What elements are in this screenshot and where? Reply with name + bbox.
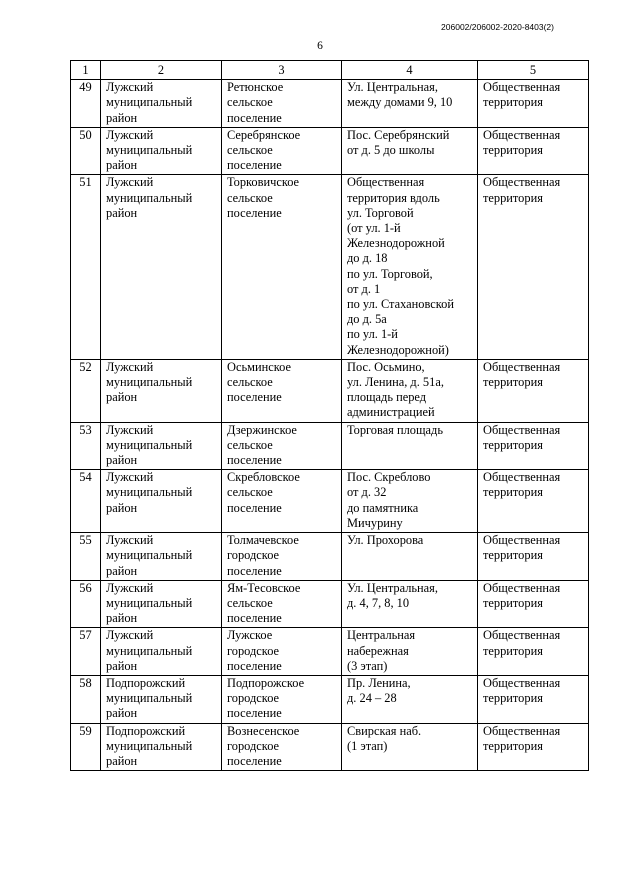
address-cell: Пос. Осьмино, ул. Ленина, д. 51а, площадь перед администрацией <box>342 359 478 422</box>
settlement-cell: Дзержинское сельское поселение <box>222 422 342 470</box>
row-number: 51 <box>71 175 101 359</box>
table-header-row <box>71 61 589 80</box>
address-cell: Свирская наб. (1 этап) <box>342 723 478 771</box>
territory-type-cell: Общественная территория <box>478 628 589 676</box>
territory-type-cell: Общественная территория <box>478 422 589 470</box>
row-number: 50 <box>71 127 101 175</box>
settlement-cell: Вознесенское городское поселение <box>222 723 342 771</box>
document-id: 206002/206002-2020-8403(2) <box>441 22 554 32</box>
district-cell: Лужский муниципальный район <box>101 470 222 533</box>
settlement-cell: Серебрянское сельское поселение <box>222 127 342 175</box>
address-cell: Пос. Скреблово от д. 32 до памятника Мичурину <box>342 470 478 533</box>
territory-type-cell: Общественная территория <box>478 580 589 628</box>
table-row <box>71 175 589 359</box>
column-header-1: 1 <box>71 61 101 80</box>
table-row <box>71 628 589 676</box>
territory-type-cell: Общественная территория <box>478 127 589 175</box>
table-row <box>71 533 589 581</box>
row-number: 56 <box>71 580 101 628</box>
district-cell: Подпорожский муниципальный район <box>101 675 222 723</box>
row-number: 58 <box>71 675 101 723</box>
address-cell: Пр. Ленина, д. 24 – 28 <box>342 675 478 723</box>
district-cell: Лужский муниципальный район <box>101 628 222 676</box>
column-header-3: 3 <box>222 61 342 80</box>
territory-type-cell: Общественная территория <box>478 675 589 723</box>
settlement-cell: Осьминское сельское поселение <box>222 359 342 422</box>
district-cell: Лужский муниципальный район <box>101 127 222 175</box>
district-cell: Подпорожский муниципальный район <box>101 723 222 771</box>
district-cell: Лужский муниципальный район <box>101 422 222 470</box>
address-cell: Ул. Прохорова <box>342 533 478 581</box>
column-header-4: 4 <box>342 61 478 80</box>
table-row <box>71 422 589 470</box>
table-row <box>71 723 589 771</box>
district-cell: Лужский муниципальный район <box>101 80 222 128</box>
row-number: 57 <box>71 628 101 676</box>
table-row <box>71 359 589 422</box>
territory-type-cell: Общественная территория <box>478 470 589 533</box>
territories-table <box>70 60 589 771</box>
row-number: 52 <box>71 359 101 422</box>
table-row <box>71 127 589 175</box>
row-number: 55 <box>71 533 101 581</box>
page-number: 6 <box>317 40 323 52</box>
row-number: 59 <box>71 723 101 771</box>
column-header-5: 5 <box>478 61 589 80</box>
district-cell: Лужский муниципальный район <box>101 359 222 422</box>
table-row <box>71 675 589 723</box>
settlement-cell: Лужское городское поселение <box>222 628 342 676</box>
table-row <box>71 580 589 628</box>
territory-type-cell: Общественная территория <box>478 723 589 771</box>
address-cell: Ул. Центральная, д. 4, 7, 8, 10 <box>342 580 478 628</box>
settlement-cell: Скребловское сельское поселение <box>222 470 342 533</box>
settlement-cell: Подпорожское городское поселение <box>222 675 342 723</box>
address-cell: Центральная набережная (3 этап) <box>342 628 478 676</box>
settlement-cell: Ям-Тесовское сельское поселение <box>222 580 342 628</box>
address-cell: Ул. Центральная, между домами 9, 10 <box>342 80 478 128</box>
district-cell: Лужский муниципальный район <box>101 533 222 581</box>
district-cell: Лужский муниципальный район <box>101 580 222 628</box>
district-cell: Лужский муниципальный район <box>101 175 222 359</box>
address-cell: Пос. Серебрянский от д. 5 до школы <box>342 127 478 175</box>
address-cell: Торговая площадь <box>342 422 478 470</box>
address-cell: Общественная территория вдоль ул. Торговой (от ул. 1-й Железнодорожной до д. 18 по ул. Торговой, от д. 1 по ул. Стахановской до д. 5а по ул. 1-й Железнодорожной) <box>342 175 478 359</box>
column-header-2: 2 <box>101 61 222 80</box>
table-row <box>71 470 589 533</box>
settlement-cell: Толмачевское городское поселение <box>222 533 342 581</box>
table-row <box>71 80 589 128</box>
row-number: 49 <box>71 80 101 128</box>
row-number: 53 <box>71 422 101 470</box>
row-number: 54 <box>71 470 101 533</box>
settlement-cell: Ретюнское сельское поселение <box>222 80 342 128</box>
territory-type-cell: Общественная территория <box>478 175 589 359</box>
territory-type-cell: Общественная территория <box>478 359 589 422</box>
territory-type-cell: Общественная территория <box>478 80 589 128</box>
territory-type-cell: Общественная территория <box>478 533 589 581</box>
settlement-cell: Торковичское сельское поселение <box>222 175 342 359</box>
